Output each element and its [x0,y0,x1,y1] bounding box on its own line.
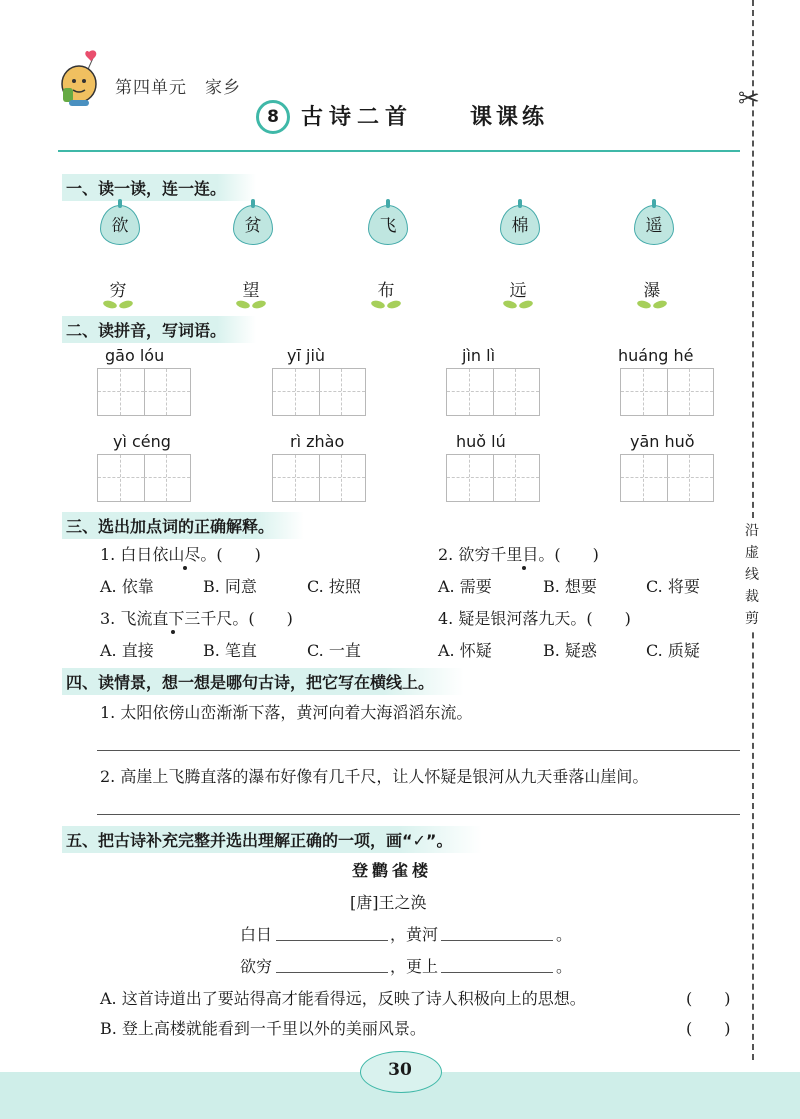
char-sprout-label: 布 [377,281,395,301]
char-sprout [632,276,672,311]
pinyin-label: jìn lì [462,346,496,365]
answer-line[interactable] [97,814,740,815]
header-divider [58,150,740,152]
char-sprout-label: 远 [509,281,527,301]
question-4: 4. 疑是银河落九天。( ) [438,609,631,628]
page-number: 30 [388,1060,412,1080]
section1-heading: 一、读一读，连一连。 [62,174,256,201]
poem-line-2-mid: ，更上 [390,957,439,976]
char-leaf: 遥 [634,205,674,245]
poem-line-1-end: 。 [556,925,573,944]
writing-grid[interactable] [97,368,191,416]
scissors-icon: ✂ [738,84,760,114]
option[interactable]: A. 依靠 [100,577,154,596]
char-leaf: 贫 [233,205,273,245]
mascot-illustration [55,48,110,108]
fill-blank[interactable] [441,940,553,941]
option[interactable]: B. 笔直 [203,641,257,660]
scene-1: 1. 太阳依傍山峦渐渐下落，黄河向着大海滔滔东流。 [100,703,473,722]
option[interactable]: C. 按照 [307,577,361,596]
char-sprout-label: 穷 [109,281,127,301]
option[interactable]: A. 直接 [100,641,154,660]
writing-grid[interactable] [446,368,540,416]
option[interactable]: B. 想要 [543,577,597,596]
writing-grid[interactable] [620,454,714,502]
lesson-number-badge: 8 [256,100,290,134]
fill-blank[interactable] [276,972,388,973]
emphasis-dot [183,566,187,570]
emphasis-dot [522,566,526,570]
fill-blank[interactable] [276,940,388,941]
pinyin-label: huáng hé [618,346,694,365]
lesson-kind: 课课练 [470,104,549,130]
option[interactable]: B. 同意 [203,577,257,596]
answer-paren[interactable]: ( ) [686,1019,731,1038]
char-sprout [231,276,271,311]
question-1: 1. 白日依山尽。( ) [100,545,261,564]
question-2: 2. 欲穷千里目。( ) [438,545,599,564]
char-sprout [498,276,538,311]
poem-line-2-start: 欲穷 [240,957,273,976]
poem-author: [唐]王之涣 [350,893,427,912]
pinyin-label: yī jiù [287,346,326,365]
lesson-title: 古诗二首 [301,104,414,130]
char-leaf: 欲 [100,205,140,245]
option-b: B. 登上高楼就能看到一千里以外的美丽风景。 [100,1019,426,1038]
writing-grid[interactable] [97,454,191,502]
char-sprout [98,276,138,311]
unit-label: 第四单元 家乡 [115,78,241,98]
writing-grid[interactable] [272,368,366,416]
pinyin-label: yān huǒ [630,432,695,451]
section5-heading: 五、把古诗补充完整并选出理解正确的一项，画“✓”。 [62,826,482,853]
char-leaf: 飞 [368,205,408,245]
char-sprout [366,276,406,311]
pinyin-label: gāo lóu [105,346,165,365]
option[interactable]: B. 疑惑 [543,641,597,660]
answer-paren[interactable]: ( ) [686,989,731,1008]
section4-heading: 四、读情景，想一想是哪句古诗，把它写在横线上。 [62,668,464,695]
writing-grid[interactable] [272,454,366,502]
poem-line-1-mid: ，黄河 [390,925,439,944]
poem-line-2-end: 。 [556,957,573,976]
option[interactable]: C. 质疑 [646,641,700,660]
section3-heading: 三、选出加点词的正确解释。 [62,512,304,539]
cut-label: 沿虚线裁剪 [742,520,762,630]
pinyin-label: yì céng [113,432,171,451]
section2-heading: 二、读拼音，写词语。 [62,316,256,343]
writing-grid[interactable] [446,454,540,502]
char-leaf: 棉 [500,205,540,245]
scene-2: 2. 高崖上飞腾直落的瀑布好像有几千尺，让人怀疑是银河从九天垂落山崖间。 [100,767,649,786]
writing-grid[interactable] [620,368,714,416]
fill-blank[interactable] [441,972,553,973]
option-a: A. 这首诗道出了要站得高才能看得远，反映了诗人积极向上的思想。 [100,989,586,1008]
option[interactable]: C. 将要 [646,577,700,596]
option[interactable]: A. 需要 [438,577,492,596]
char-sprout-label: 瀑 [643,281,661,301]
pinyin-label: huǒ lú [456,432,506,451]
option[interactable]: A. 怀疑 [438,641,492,660]
question-3: 3. 飞流直下三千尺。( ) [100,609,293,628]
poem-line-1-start: 白日 [240,925,273,944]
poem-title: 登鹳雀楼 [352,861,433,880]
option[interactable]: C. 一直 [307,641,361,660]
answer-line[interactable] [97,750,740,751]
char-sprout-label: 望 [242,281,260,301]
emphasis-dot [171,630,175,634]
pinyin-label: rì zhào [290,432,345,451]
